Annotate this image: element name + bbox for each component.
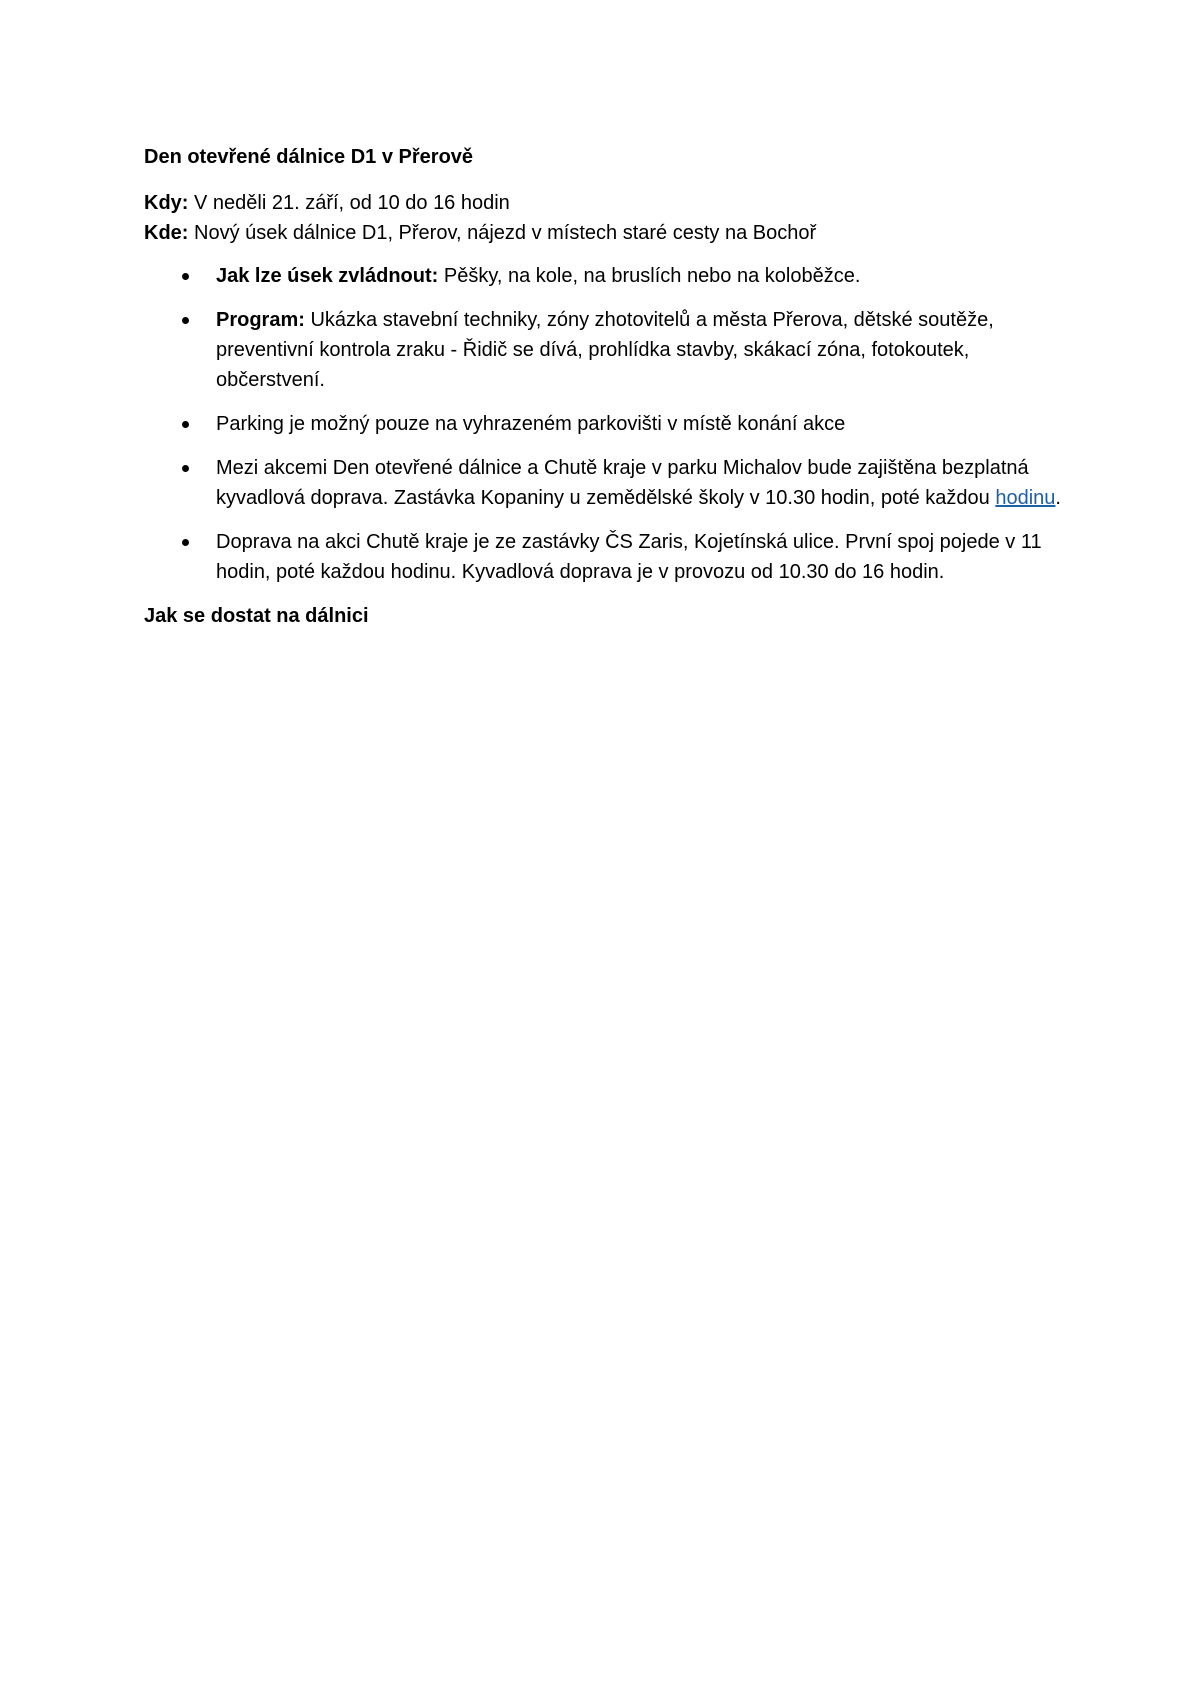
bullet-icon xyxy=(182,317,189,324)
bullet-icon xyxy=(182,465,189,472)
where-text: Nový úsek dálnice D1, Přerov, nájezd v místech staré cesty na Bochoř xyxy=(188,222,817,244)
list-item-text: Parking je možný pouze na vyhrazeném parkovišti v místě konání akce xyxy=(216,413,846,435)
list-item-text: Doprava na akci Chutě kraje je ze zastávky ČS Zaris, Kojetínská ulice. První spoj pojede v 11 hodin, poté každou hodinu. Kyvadlová doprava je v provozu od 10.30 do 16 hodin. xyxy=(216,531,1042,583)
bullet-icon xyxy=(182,421,189,428)
list-item-text: Mezi akcemi Den otevřené dálnice a Chutě kraje v parku Michalov bude zajištěna bezplatná kyvadlová doprava. Zastávka Kopaniny u zemědělské školy v 10.30 hodin, poté každou xyxy=(216,457,1029,509)
document-title: Den otevřené dálnice D1 v Přerově xyxy=(144,146,474,168)
list-item-text-end: . xyxy=(1055,487,1061,509)
list-item-transport-info xyxy=(144,527,1064,587)
when-label: Kdy: xyxy=(144,192,189,214)
list-item-text: Pěšky, na kole, na bruslích nebo na koloběžce. xyxy=(438,265,861,287)
when-text: V neděli 21. září, od 10 do 16 hodin xyxy=(188,192,510,214)
list-item-program xyxy=(144,305,1064,395)
list-item-parking xyxy=(144,409,1064,439)
when-line xyxy=(144,188,1064,218)
list-item-label: Program: xyxy=(216,309,305,331)
bullet-icon xyxy=(182,273,189,280)
where-line xyxy=(144,218,1064,248)
where-label: Kde: xyxy=(144,222,189,244)
list-item-shuttle xyxy=(144,453,1064,513)
bullet-icon xyxy=(182,539,189,546)
section-heading: Jak se dostat na dálnici xyxy=(144,605,369,627)
list-item-label: Jak lze úsek zvládnout: xyxy=(216,265,439,287)
list-item-transport-mode xyxy=(144,261,1064,291)
document-content xyxy=(144,142,1064,631)
info-list xyxy=(144,261,1064,587)
hodinu-link[interactable]: hodinu xyxy=(995,487,1056,509)
event-details xyxy=(144,188,1064,248)
list-item-text: Ukázka stavební techniky, zóny zhotovitelů a města Přerova, dětské soutěže, preventivní kontrola zraku - Řidič se dívá, prohlídka stavby, skákací zóna, fotokoutek, občerstvení. xyxy=(216,309,994,391)
